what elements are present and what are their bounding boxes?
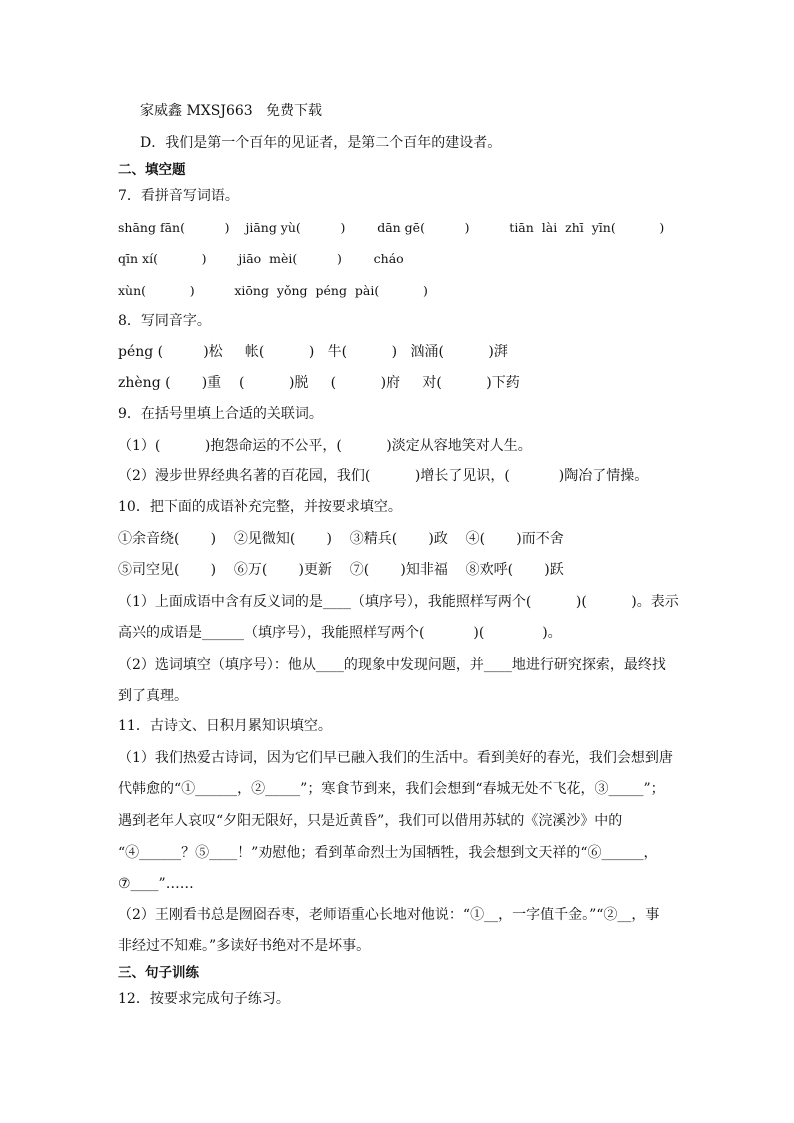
question-11-part-1-line-1: （1）我们热爱古诗词，因为它们早已融入我们的生活中。看到美好的春光，我们会想到唐	[118, 750, 673, 766]
section-fill-blank-title: 二、填空题	[118, 162, 186, 178]
question-11-part-2-line-1: （2）王刚看书总是囫囵吞枣，老师语重心长地对他说：“①__，一字值千金。”“②__，事	[118, 907, 660, 923]
question-9-row-1: （1）( )抱怨命运的不公平，( )淡定从容地笑对人生。	[118, 438, 532, 454]
question-11-part-1-line-3: 遇到老年人哀叹“夕阳无限好，只是近黄昏”，我们可以借用苏轼的《浣溪沙》中的	[118, 813, 623, 829]
question-7-title: 7．看拼音写词语。	[118, 188, 239, 204]
question-7-row-1: shāng fān( ) jiāng yù( ) dān gē( ) tiān lài zhī yīn( )	[118, 220, 665, 235]
question-8-row-1: péng ( )松 帐( ) 牛( ) 汹涌( )湃	[118, 344, 508, 360]
question-11-part-1-line-5: ⑦____”……	[118, 876, 194, 892]
question-10-row-1: ①余音绕( ) ②见微知( ) ③精兵( )政 ④( )而不舍	[118, 531, 564, 547]
question-10-sub-1-line-1: （1）上面成语中含有反义词的是____（填序号），我能照样写两个( )( )。表示	[118, 594, 679, 610]
question-9-title: 9．在括号里填上合适的关联词。	[118, 406, 323, 422]
question-10-sub-2-line-2: 到了真理。	[118, 688, 188, 704]
question-12-title: 12．按要求完成句子练习。	[118, 991, 290, 1007]
question-7-row-3: xùn( ) xiōng yǒng péng pài( )	[118, 283, 428, 298]
question-10-row-2: ⑤司空见( ) ⑥万( )更新 ⑦( )知非福 ⑧欢呼( )跃	[118, 562, 564, 578]
option-d-text: D．我们是第一个百年的见证者，是第二个百年的建设者。	[140, 135, 502, 151]
question-11-title: 11．古诗文、日积月累知识填空。	[118, 718, 332, 734]
question-8-row-2: zhèng ( )重 ( )脱 ( )府 对( )下药	[118, 375, 520, 391]
question-10-title: 10．把下面的成语补充完整，并按要求填空。	[118, 499, 402, 515]
question-11-part-2-line-2: 非经过不知难。”多读好书绝对不是坏事。	[118, 938, 371, 954]
question-11-part-1-line-2: 代韩愈的“①______，②_____”；寒食节到来，我们会想到“春城无处不飞花，③_____”；	[118, 781, 665, 797]
question-7-row-2: qīn xí( ) jiāo mèi( ) cháo	[118, 251, 404, 266]
question-10-sub-2-line-1: （2）选词填空（填序号）：他从____的现象中发现问题，并____地进行研究探索，最终找	[118, 657, 666, 673]
question-10-sub-1-line-2: 高兴的成语是______（填序号），我能照样写两个( )( )。	[118, 625, 562, 641]
question-9-row-2: （2）漫步世界经典名著的百花园，我们( )增长了见识，( )陶冶了情操。	[118, 468, 649, 484]
question-8-title: 8．写同音字。	[118, 313, 211, 329]
section-sentence-training-title: 三、句子训练	[118, 965, 199, 981]
watermark-text: 家威鑫 MXSJ663 免费下载	[140, 103, 323, 119]
question-11-part-1-line-4: “④______？⑤____！”劝慰他；看到革命烈士为国牺牲，我会想到文天祥的“⑥______，	[118, 845, 658, 861]
